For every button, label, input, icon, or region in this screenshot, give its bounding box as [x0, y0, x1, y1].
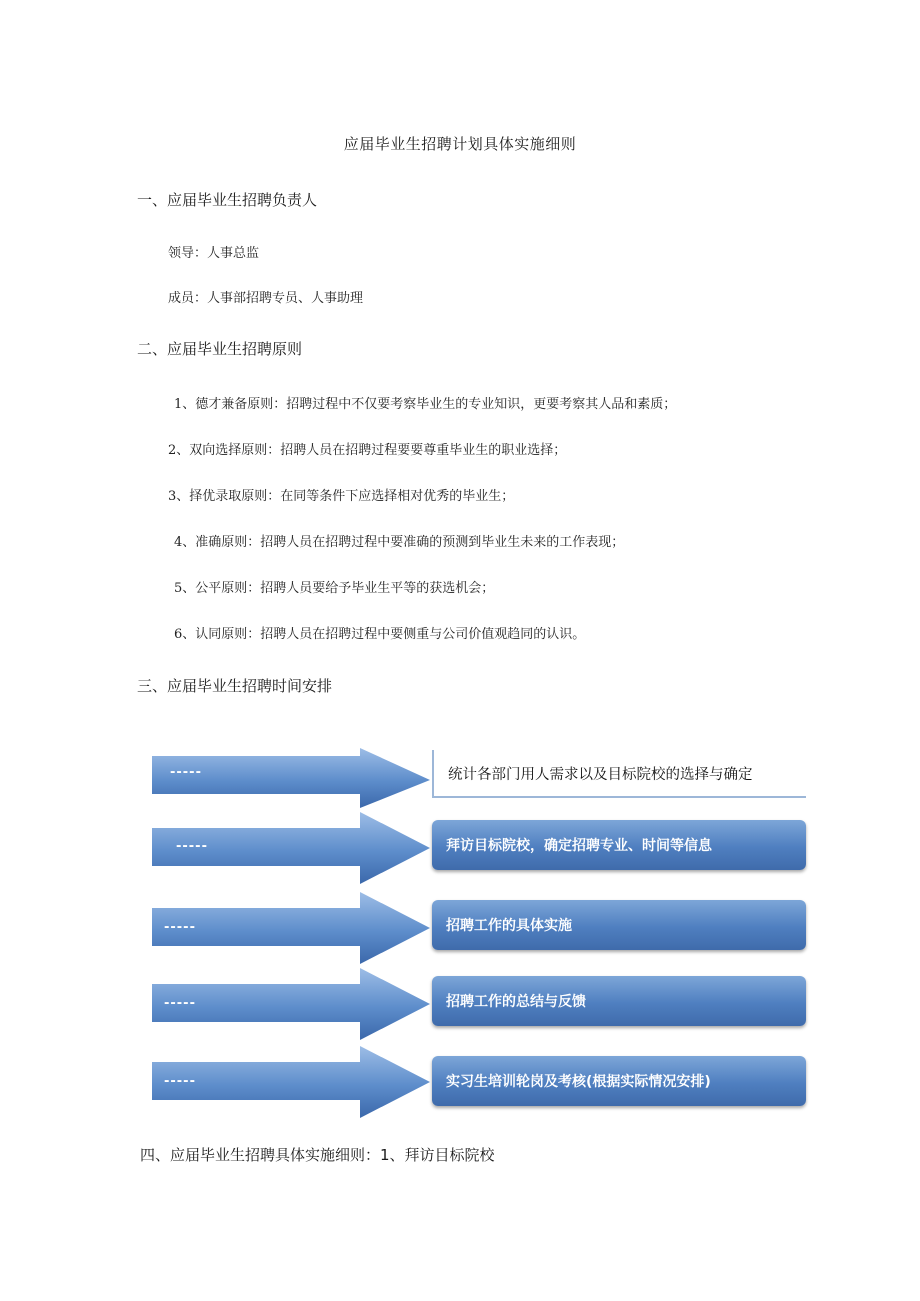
step-box: 拜访目标院校，确定招聘专业、时间等信息: [432, 820, 806, 870]
section-2-heading: 二、应届毕业生招聘原则: [137, 340, 303, 358]
step-box: 招聘工作的具体实施: [432, 900, 806, 950]
principle-6: 6、认同原则：招聘人员在招聘过程中要侧重与公司价值观趋同的认识。: [174, 627, 586, 642]
principle-2: 2、双向选择原则：招聘人员在招聘过程要要尊重毕业生的职业选择；: [168, 443, 567, 458]
leader-line: 领导：人事总监: [168, 246, 260, 261]
timeline-step: [150, 748, 810, 812]
members-line: 成员：人事部招聘专员、人事助理: [168, 291, 364, 306]
principle-5: 5、公平原则：招聘人员要给予毕业生平等的获选机会；: [174, 581, 495, 596]
timeline-step: [150, 892, 810, 956]
section-3-heading: 三、应届毕业生招聘时间安排: [137, 677, 333, 695]
principle-1: 1、德才兼备原则：招聘过程中不仅要考察毕业生的专业知识，更要考察其人品和素质；: [174, 397, 677, 412]
timeline-step: [150, 968, 810, 1032]
arrow-label: -----: [164, 1074, 196, 1089]
step-box: 招聘工作的总结与反馈: [432, 976, 806, 1026]
step-box: 实习生培训轮岗及考核(根据实际情况安排): [432, 1056, 806, 1106]
arrow-label: -----: [176, 839, 208, 854]
arrow-label: -----: [170, 765, 202, 780]
principle-4: 4、准确原则：招聘人员在招聘过程中要准确的预测到毕业生未来的工作表现；: [174, 535, 625, 550]
arrow-shape: [150, 748, 432, 812]
arrow-label: -----: [164, 920, 196, 935]
document-title: 应届毕业生招聘计划具体实施细则: [343, 135, 577, 153]
timeline-diagram: [150, 748, 810, 1120]
section-4-heading: 四、应届毕业生招聘具体实施细则：1、拜访目标院校: [140, 1146, 495, 1164]
section-1-heading: 一、应届毕业生招聘负责人: [137, 191, 318, 209]
timeline-step: [150, 812, 810, 876]
arrow-label: -----: [164, 996, 196, 1011]
timeline-step: [150, 1046, 810, 1110]
step-box: 统计各部门用人需求以及目标院校的选择与确定: [432, 750, 806, 798]
principle-3: 3、择优录取原则：在同等条件下应选择相对优秀的毕业生；: [168, 489, 515, 504]
